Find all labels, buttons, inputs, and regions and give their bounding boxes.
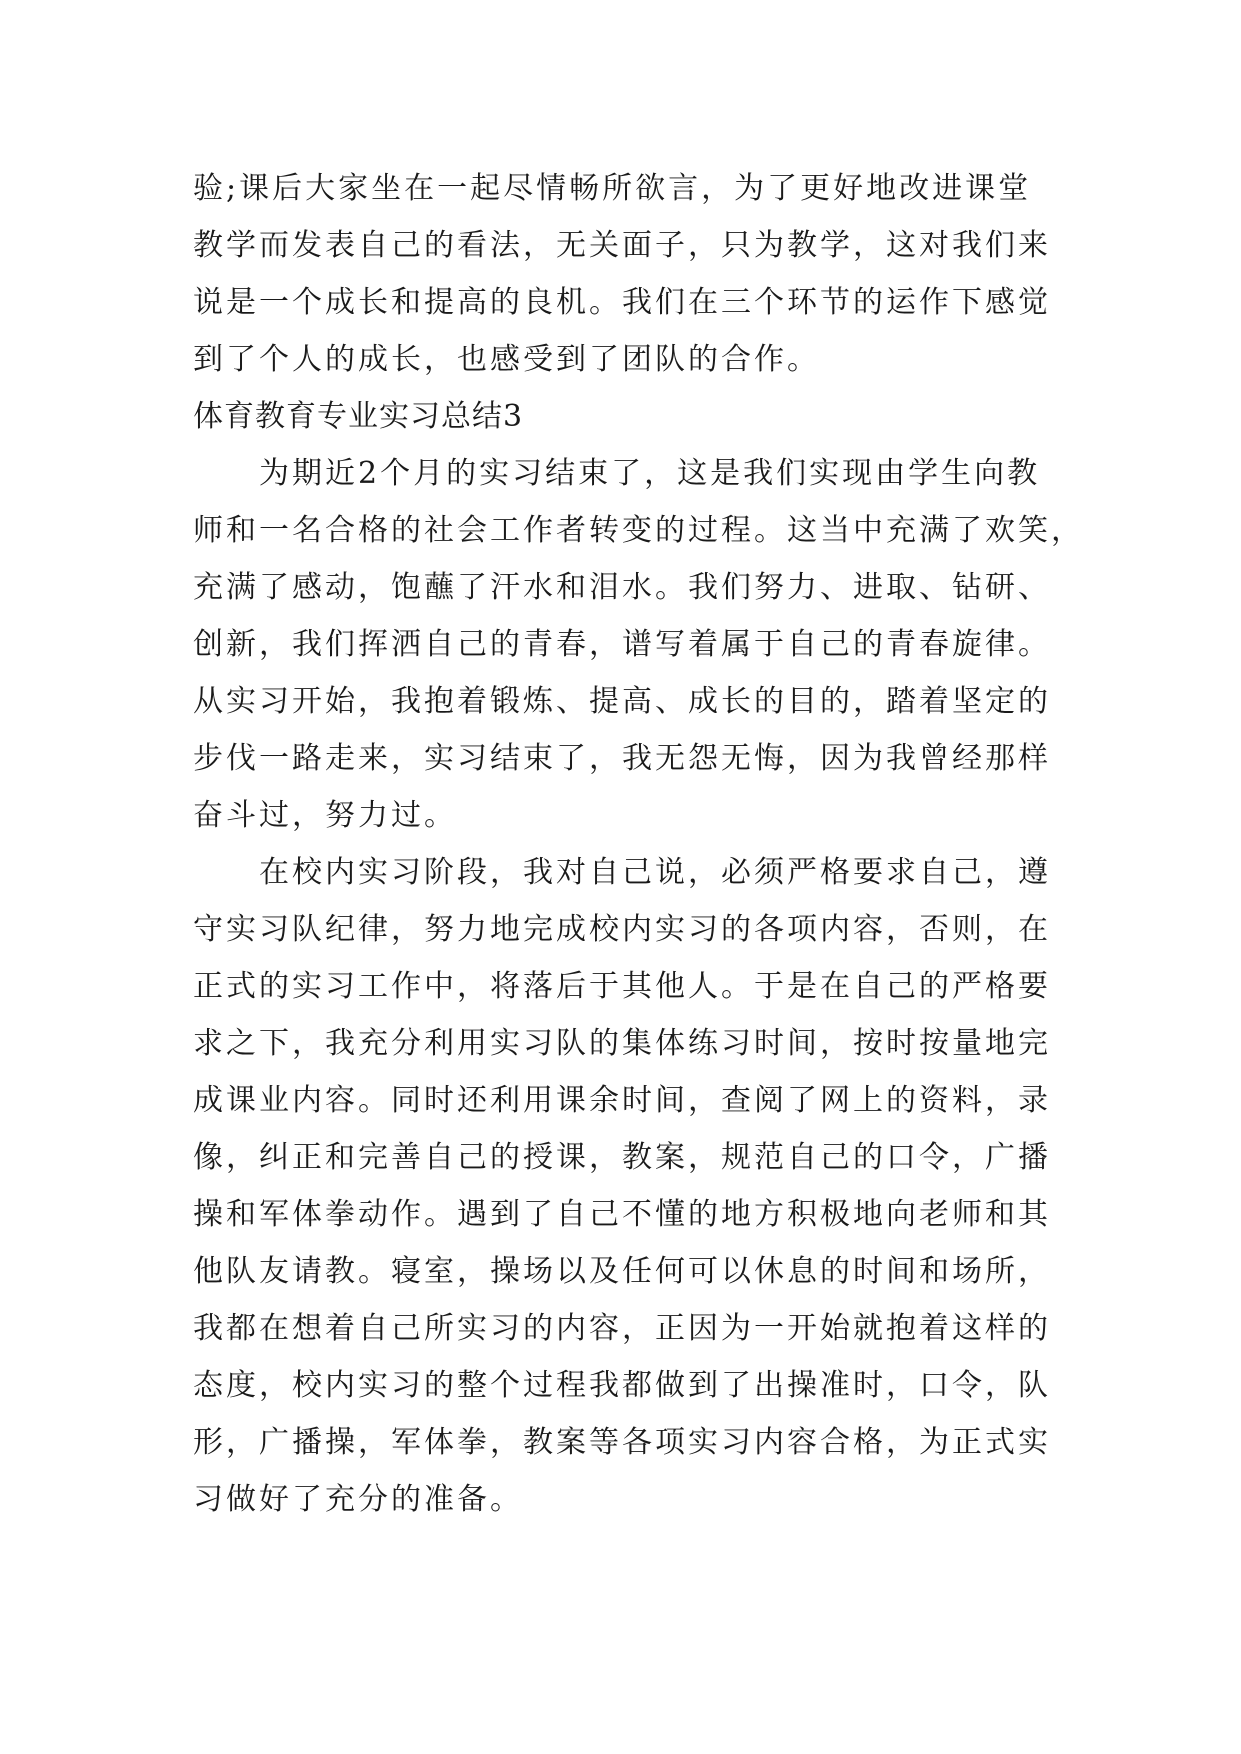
text-line: 正式的实习工作中，将落后于其他人。于是在自己的严格要 xyxy=(193,969,1051,1004)
text-line: 形，广播操，军体拳，教案等各项实习内容合格，为正式实 xyxy=(193,1425,1051,1460)
text-line: 求之下，我充分利用实习队的集体练习时间，按时按量地完 xyxy=(193,1026,1051,1061)
text-line: 为期近2个月的实习结束了，这是我们实现由学生向教 xyxy=(193,456,1041,491)
text-line: 成课业内容。同时还利用课余时间，查阅了网上的资料，录 xyxy=(193,1083,1051,1118)
paragraph-intro xyxy=(193,445,1084,844)
text-line: 他队友请教。寝室，操场以及任何可以休息的时间和场所， xyxy=(193,1254,1051,1289)
text-line: 充满了感动，饱蘸了汗水和泪水。我们努力、进取、钻研、 xyxy=(193,570,1051,605)
text-line: 我都在想着自己所实习的内容，正因为一开始就抱着这样的 xyxy=(193,1311,1051,1346)
text-line: 师和一名合格的社会工作者转变的过程。这当中充满了欢笑， xyxy=(193,513,1084,548)
text-line: 习做好了充分的准备。 xyxy=(193,1482,523,1517)
text-line: 说是一个成长和提高的良机。我们在三个环节的运作下感觉 xyxy=(193,285,1051,320)
document-body xyxy=(193,160,1084,1528)
text-line: 创新，我们挥洒自己的青春，谱写着属于自己的青春旋律。 xyxy=(193,627,1051,662)
text-line: 教学而发表自己的看法，无关面子，只为教学，这对我们来 xyxy=(193,228,1051,263)
text-line: 验;课后大家坐在一起尽情畅所欲言，为了更好地改进课堂 xyxy=(193,171,1032,206)
text-line: 在校内实习阶段，我对自己说，必须严格要求自己，遵 xyxy=(193,855,1051,890)
section-title: 体育教育专业实习总结3 xyxy=(193,399,524,434)
text-line: 步伐一路走来，实习结束了，我无怨无悔，因为我曾经那样 xyxy=(193,741,1051,776)
text-line: 奋斗过，努力过。 xyxy=(193,798,457,833)
text-line: 像，纠正和完善自己的授课，教案，规范自己的口令，广播 xyxy=(193,1140,1051,1175)
text-line: 操和军体拳动作。遇到了自己不懂的地方积极地向老师和其 xyxy=(193,1197,1051,1232)
text-line: 从实习开始，我抱着锻炼、提高、成长的目的，踏着坚定的 xyxy=(193,684,1051,719)
paragraph-continuation xyxy=(193,160,1063,388)
text-line: 到了个人的成长，也感受到了团队的合作。 xyxy=(193,342,820,377)
text-line: 守实习队纪律，努力地完成校内实习的各项内容，否则，在 xyxy=(193,912,1051,947)
text-line: 态度，校内实习的整个过程我都做到了出操准时，口令，队 xyxy=(193,1368,1051,1403)
paragraph-campus-internship xyxy=(193,844,1063,1528)
